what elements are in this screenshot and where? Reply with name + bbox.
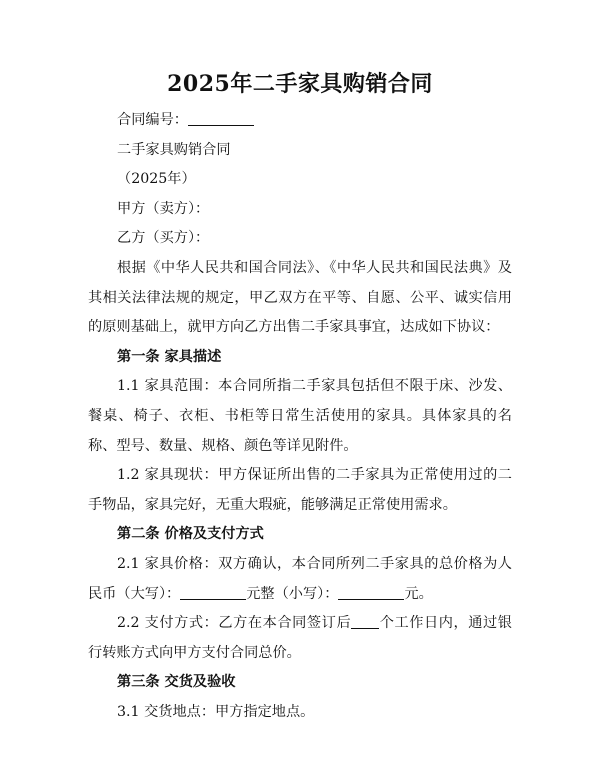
contract-number-blank [188,109,254,126]
article-3-heading: 第三条 交货及验收 [117,674,236,691]
clause-3-1: 3.1 交货地点：甲方指定地点。 [117,703,315,720]
payment-days-blank [351,612,379,629]
clause-2-1-text-b: 元整（小写）： [246,585,339,602]
clause-1-2: 1.2 家具现状：甲方保证所出售的二手家具为正常使用过的二手物品，家具完好，无重大瑕疵，能够满足正常使用需求。 [88,467,512,513]
contract-year: （2025年） [117,171,196,188]
price-uppercase-blank [180,583,246,600]
clause-2-1 [88,550,512,609]
contract-number-line [88,106,512,136]
clause-2-2-text-b: 个工作日内，通过银行转账方式向甲方支付合同总价。 [88,615,512,661]
clause-1-1: 1.1 家具范围：本合同所指二手家具包括但不限于床、沙发、餐桌、椅子、衣柜、书柜等日常生活使用的家具。具体家具的名称、型号、数量、规格、颜色等详见附件。 [88,378,512,454]
contract-subtitle: 二手家具购销合同 [117,141,231,158]
document-body [88,106,512,727]
party-b-line: 乙方（买方）： [117,230,210,247]
clause-2-2 [88,609,512,668]
contract-number-label: 合同编号： [117,112,188,128]
document-title: 2025年二手家具购销合同 [167,71,433,97]
preamble-paragraph: 根据《中华人民共和国合同法》、《中华人民共和国民法典》及其相关法律法规的规定，甲乙双方在平等、自愿、公平、诚实信用的原则基础上，就甲方向乙方出售二手家具事宜，达成如下协议： [88,259,512,336]
clause-2-1-text-c: 元。 [404,585,433,602]
article-1-heading: 第一条 家具描述 [117,348,222,365]
clause-2-2-text-a: 2.2 支付方式：乙方在本合同签订后 [117,615,352,632]
clause-2-1-text-a: 2.1 家具价格：双方确认，本合同所列二手家具的总价格为人民币（大写）： [88,555,512,602]
price-lowercase-blank [338,583,404,600]
article-2-heading: 第二条 价格及支付方式 [117,526,264,543]
party-a-line: 甲方（卖方）： [117,200,210,217]
